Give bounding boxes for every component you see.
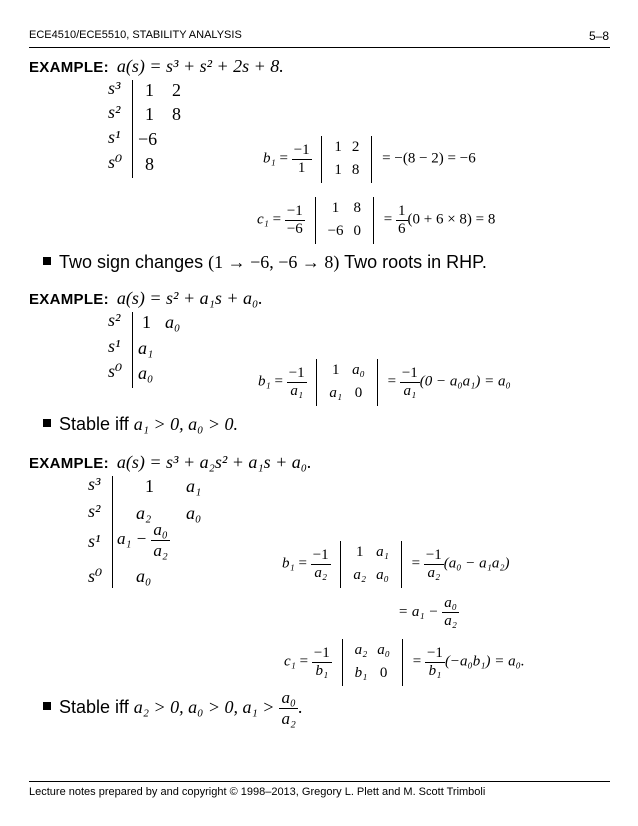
b1-symbol: b₁ xyxy=(263,150,276,167)
routh-row-label: s⁰ xyxy=(88,566,103,586)
b1-coefficient: $\frac{-1}{1}$ xyxy=(293,141,310,176)
example2-heading xyxy=(29,288,263,309)
b1-equation: b₁ = $\frac{-1}{\text{a₂}}$ 1 a₁ a₂ a₀ = $\frac{-1}{\text{a₂}}$ (a₀ − a₁a₂) xyxy=(282,541,510,588)
routh-cell: a₂ xyxy=(136,503,152,523)
example2-equation: a(s) = s² + a₁s + a₀. xyxy=(116,288,263,308)
routh-row-label: s¹ xyxy=(88,531,101,551)
bullet-text: Two sign changes xyxy=(59,252,204,272)
bullet-text: Stable iff xyxy=(59,414,129,434)
example-label: EXAMPLE: xyxy=(29,59,109,76)
course-title: ECE4510/ECE5510, STABILITY ANALYSIS xyxy=(29,29,242,41)
routh-row-label: s³ xyxy=(108,78,121,98)
routh-cell: 8 xyxy=(172,104,181,124)
routh-cell: a₁ xyxy=(138,338,154,358)
b1-symbol: b₁ xyxy=(258,373,271,390)
b1-determinant: 1 a₀ a₁ 0 xyxy=(316,359,377,406)
bullet-math: a₁ > 0, a₀ > 0. xyxy=(133,414,239,434)
footer-rule xyxy=(29,781,610,782)
bullet-tail: Two roots in RHP. xyxy=(344,252,487,272)
c1-symbol: c₁ xyxy=(284,653,296,670)
c1-equation: c₁ = $\frac{-1}{-6}$ 1 8 −6 0 = $\frac{1}{6}$ (0 + 6 × 8) = 8 xyxy=(257,197,495,244)
routh-cell: a₀ xyxy=(136,566,152,586)
c1-result-fraction: $\frac{1}{6}$ xyxy=(398,202,406,237)
example2-bullet xyxy=(43,414,238,435)
routh-cell: 8 xyxy=(145,154,154,174)
b1-simplified: = a₁ − $\frac{\text{a₀}}{\text{a₂}}$ xyxy=(398,595,457,630)
routh-array-bar xyxy=(132,312,133,388)
b1-coefficient: $\frac{-1}{\text{a₂}}$ xyxy=(312,546,329,581)
b1-equation: b₁ = $\frac{-1}{1}$ 1 2 1 8 = −(8 − 2) = −6 xyxy=(263,136,476,183)
running-header xyxy=(29,29,242,41)
routh-row-label: s² xyxy=(108,102,121,122)
bullet-math: a₂ > 0, a₀ > 0, a₁ > xyxy=(133,696,275,717)
example-label: EXAMPLE: xyxy=(29,455,109,472)
routh-row-label: s¹ xyxy=(108,336,121,356)
routh-cell: a₁ xyxy=(186,476,202,496)
b1-result: (a₀ − a₁a₂) xyxy=(443,555,510,572)
b1-result: = −(8 − 2) = −6 xyxy=(382,150,476,167)
routh-cell: a₀ xyxy=(186,503,202,523)
bullet-icon xyxy=(43,419,51,427)
bullet-fraction: $\frac{\text{a₀}}{\text{a₂}}$ xyxy=(281,688,296,728)
routh-cell: 1 xyxy=(145,476,154,496)
b1-determinant: 1 2 1 8 xyxy=(321,136,372,183)
page-number: 5–8 xyxy=(588,29,609,43)
routh-row-label: s² xyxy=(88,501,101,521)
example1-heading xyxy=(29,56,284,77)
routh-cell: a₀ xyxy=(138,363,154,383)
bullet-icon xyxy=(43,702,51,710)
bullet-icon xyxy=(43,257,51,265)
b1-simplified-fraction: $\frac{\text{a₀}}{\text{a₂}}$ xyxy=(444,595,457,630)
b1-symbol: b₁ xyxy=(282,555,295,572)
example3-bullet: Stable iff a₂ > 0, a₀ > 0, a₁ > $\frac{\text{a₀}}{\text{a₂}}$ . xyxy=(43,688,302,728)
routh-row-label: s² xyxy=(108,310,121,330)
example3-equation: a(s) = s³ + a₂s² + a₁s + a₀. xyxy=(116,452,312,472)
routh-cell: a₀ xyxy=(165,312,181,332)
routh-cell: −6 xyxy=(138,129,158,149)
c1-result: (0 + 6 × 8) = 8 xyxy=(407,211,496,228)
c1-determinant: a₂ a₀ b₁ 0 xyxy=(342,639,403,686)
routh-cell: 2 xyxy=(172,80,181,100)
routh-row-label: s⁰ xyxy=(108,361,123,381)
routh-cell-s1: a₁ − $\frac{\text{a₀}}{\text{a₂}}$ xyxy=(117,520,168,560)
example3-heading xyxy=(29,452,312,473)
c1-symbol: c₁ xyxy=(257,211,269,228)
routh-cell: 1 xyxy=(145,104,154,124)
routh-cell-fraction: $\frac{\text{a₀}}{\text{a₂}}$ xyxy=(153,520,168,560)
c1-coefficient: $\frac{-1}{\text{b₁}}$ xyxy=(313,644,330,679)
c1-equation: c₁ = $\frac{-1}{\text{b₁}}$ a₂ a₀ b₁ 0 = $\frac{-1}{\text{b₁}}$ (−a₀b₁) = a₀. xyxy=(284,639,525,686)
routh-row-label: s¹ xyxy=(108,127,121,147)
example1-bullet xyxy=(43,252,487,273)
b1-coefficient: $\frac{-1}{\text{a₁}}$ xyxy=(288,364,305,399)
header-rule xyxy=(29,47,610,48)
footer-copyright: Lecture notes prepared by and copyright © 1998–2013, Gregory L. Plett and M. Scott Trimboli xyxy=(29,786,486,798)
c1-result: (−a₀b₁) = a₀. xyxy=(444,653,525,670)
b1-result-fraction: $\frac{-1}{\text{a₁}}$ xyxy=(401,364,418,399)
b1-equation: b₁ = $\frac{-1}{\text{a₁}}$ 1 a₀ a₁ 0 = $\frac{-1}{\text{a₁}}$ (0 − a₀a₁) = a₀ xyxy=(258,359,511,406)
c1-result-fraction: $\frac{-1}{\text{b₁}}$ xyxy=(426,644,443,679)
routh-cell: 1 xyxy=(145,80,154,100)
example-label: EXAMPLE: xyxy=(29,291,109,308)
routh-cell: 1 xyxy=(142,312,151,332)
c1-determinant: 1 8 −6 0 xyxy=(315,197,374,244)
routh-array-bar xyxy=(112,476,113,588)
b1-result-fraction: $\frac{-1}{\text{a₂}}$ xyxy=(425,546,442,581)
b1-result: (0 − a₀a₁) = a₀ xyxy=(419,373,511,390)
bullet-text: Stable iff xyxy=(59,696,129,717)
example1-equation: a(s) = s³ + s² + 2s + 8. xyxy=(116,56,284,76)
routh-array-bar xyxy=(132,80,133,178)
routh-row-label: s⁰ xyxy=(108,152,123,172)
b1-determinant: 1 a₁ a₂ a₀ xyxy=(340,541,401,588)
bullet-math: (1 → −6, −6 → 8) xyxy=(208,252,340,272)
c1-coefficient: $\frac{-1}{-6}$ xyxy=(286,202,303,237)
routh-row-label: s³ xyxy=(88,474,101,494)
